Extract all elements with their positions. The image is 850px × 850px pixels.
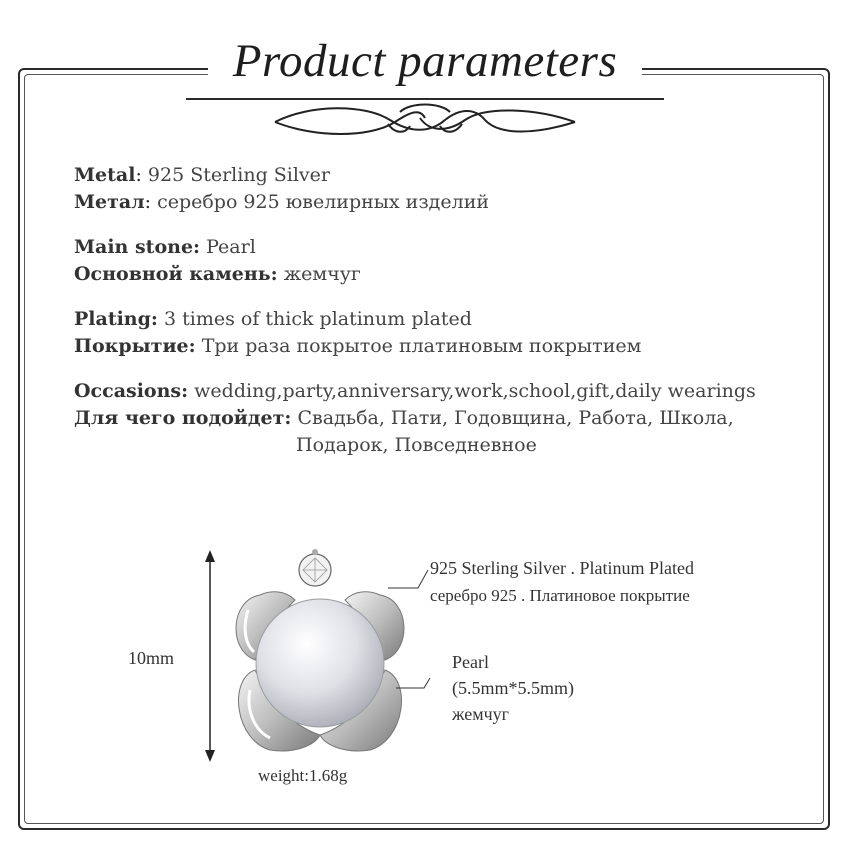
dimension-arrow-icon <box>202 550 218 762</box>
product-diagram <box>120 540 800 800</box>
param-occasions-ru-cont: Подарок, Повседневное <box>296 434 537 456</box>
param-plating-ru: Покрытие: Три раза покрытое платиновым покрытием <box>74 335 642 357</box>
pearl-size-label: (5.5mm*5.5mm) <box>452 678 574 698</box>
leader-lines <box>388 560 438 720</box>
metal-label-en: 925 Sterling Silver . Platinum Plated <box>430 558 694 578</box>
param-stone-en: Main stone: Pearl <box>74 236 256 258</box>
pearl-label-ru: жемчуг <box>452 704 510 724</box>
weight-label: weight:1.68g <box>258 766 348 785</box>
pearl-label-en: Pearl <box>452 652 489 672</box>
parameter-list <box>74 162 814 459</box>
metal-label-ru: серебро 925 . Платиновое покрытие <box>430 586 690 605</box>
size-label: 10mm <box>128 648 175 668</box>
flourish-ornament-icon <box>270 100 580 140</box>
param-metal-en: Metal: 925 Sterling Silver <box>74 164 330 186</box>
param-occasions-ru: Для чего подойдет: Свадьба, Пати, Годовщина, Работа, Школа, <box>74 407 734 429</box>
param-stone-ru: Основной камень: жемчуг <box>74 263 361 285</box>
param-plating-en: Plating: 3 times of thick platinum plated <box>74 308 472 330</box>
param-occasions-en: Occasions: wedding,party,anniversary,work,school,gift,daily wearings <box>74 380 756 402</box>
page-title: Product parameters <box>232 35 618 87</box>
param-metal-ru: Метал: серебро 925 ювелирных изделий <box>74 191 490 213</box>
